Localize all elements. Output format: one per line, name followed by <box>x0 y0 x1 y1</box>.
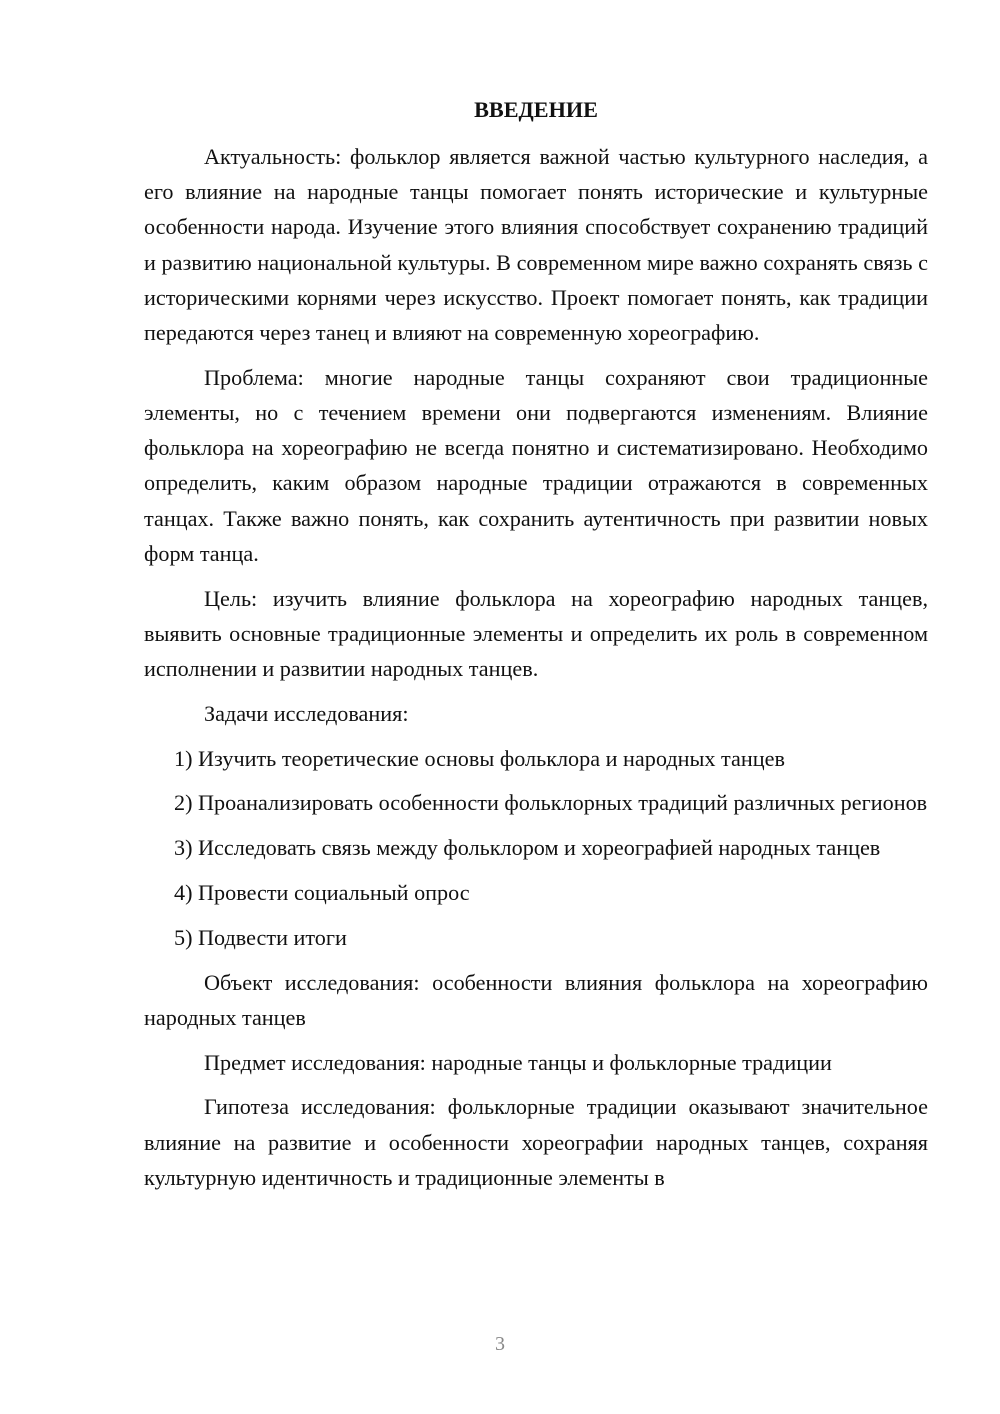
task-item: 2) Проанализировать особенности фольклорных традиций различных регионов <box>174 790 928 816</box>
subject-paragraph: Предмет исследования: народные танцы и фольклорные традиции <box>204 1049 832 1075</box>
task-item: 1) Изучить теоретические основы фольклора и народных танцев <box>174 745 785 771</box>
page-number: 3 <box>495 1333 505 1355</box>
page-title: ВВЕДЕНИЕ <box>474 97 598 122</box>
hypothesis-paragraph: Гипотеза исследования: фольклорные традиции оказывают значительное влияние на развитие и особенности хореографии народных танцев, сохраняя культурную идентичность и традиционные элементы в <box>144 1094 928 1190</box>
problem-paragraph: Проблема: многие народные танцы сохраняют свои традиционные элементы, но с течением времени они подвергаются изменениям. Влияние фольклора на хореографию не всегда понятно и систематизировано. Необходимо определить, каким образом народные традиции отражаются в современных танцах. Также важно понять, как сохранить аутентичность при развитии новых форм танца. <box>144 364 928 566</box>
relevance-paragraph: Актуальность: фольклор является важной частью культурного наследия, а его влияние на народные танцы помогает понять исторические и культурные особенности народа. Изучение этого влияния способствует сохранению традиций и развитию национальной культуры. В современном мире важно сохранять связь с историческими корнями через искусство. Проект помогает понять, как традиции передаются через танец и влияют на современную хореографию. <box>144 144 928 346</box>
object-paragraph: Объект исследования: особенности влияния фольклора на хореографию народных танцев <box>144 969 928 1030</box>
task-item: 4) Провести социальный опрос <box>174 880 470 906</box>
page-body <box>144 92 928 1205</box>
task-item: 3) Исследовать связь между фольклором и хореографией народных танцев <box>174 835 881 861</box>
tasks-heading: Задачи исследования: <box>204 700 409 726</box>
task-item: 5) Подвести итоги <box>174 924 347 950</box>
goal-paragraph: Цель: изучить влияние фольклора на хореографию народных танцев, выявить основные традиционные элементы и определить их роль в современном исполнении и развитии народных танцев. <box>144 585 928 682</box>
